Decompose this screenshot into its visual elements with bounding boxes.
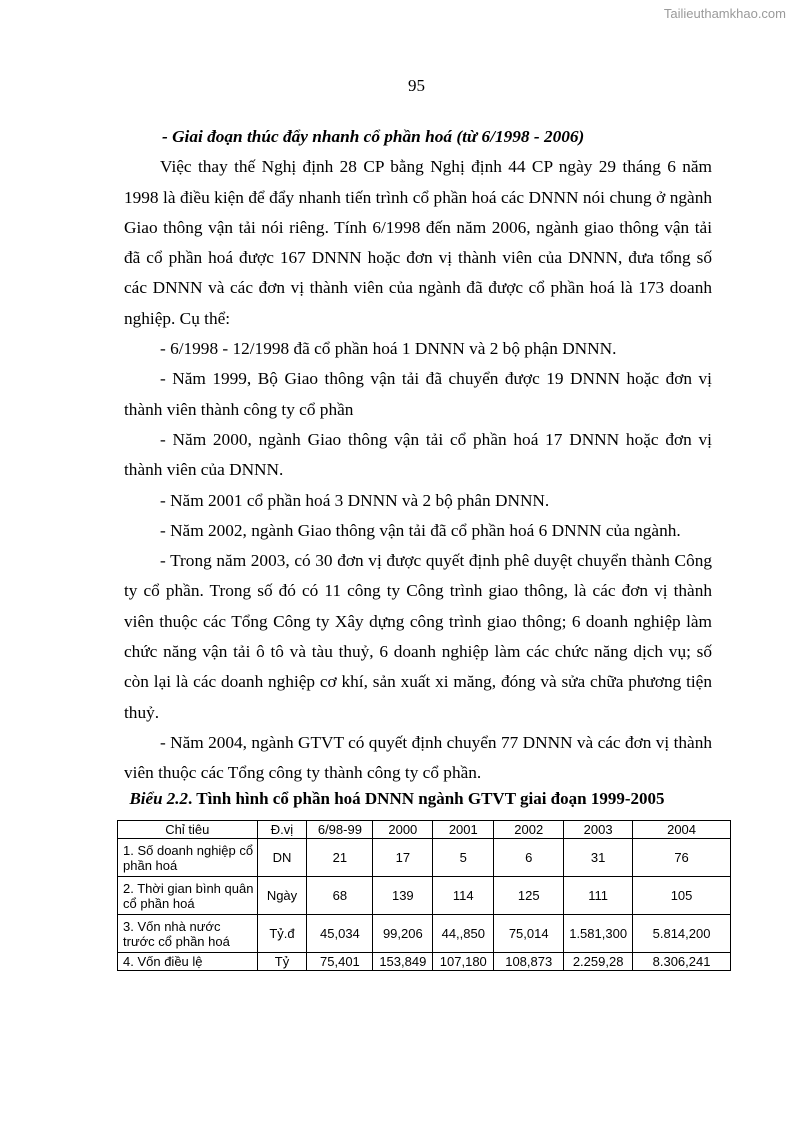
table-cell: 5.814,200 (633, 915, 731, 953)
column-header: Chỉ tiêu (118, 821, 258, 839)
table-header-row (118, 821, 731, 839)
paragraph: - Năm 2001 cổ phần hoá 3 DNNN và 2 bộ phân DNNN. (160, 490, 550, 510)
paragraph: - Năm 2000, ngành Giao thông vận tải cổ phần hoá 17 DNNN hoặc đơn vị thành viên của DNNN. (124, 429, 712, 480)
privatization-table (117, 820, 731, 971)
document-body (124, 122, 712, 789)
table-cell: 21 (307, 839, 373, 877)
watermark: Tailieuthamkhao.com (663, 6, 786, 21)
caption-text: . Tình hình cổ phần hoá DNNN ngành GTVT giai đoạn 1999-2005 (188, 789, 665, 808)
table-cell: DN (257, 839, 307, 877)
table-cell: 107,180 (433, 953, 494, 971)
table-cell: 153,849 (373, 953, 433, 971)
table-cell: 5 (433, 839, 494, 877)
table-cell: 105 (633, 877, 731, 915)
table-cell: 99,206 (373, 915, 433, 953)
table-caption (0, 789, 794, 809)
row-label: 4. Vốn điều lệ (118, 953, 258, 971)
column-header: 2000 (373, 821, 433, 839)
column-header: 2003 (564, 821, 633, 839)
table-row (118, 915, 731, 953)
column-header: 2001 (433, 821, 494, 839)
table-row (118, 953, 731, 971)
table-row (118, 877, 731, 915)
table-cell: 114 (433, 877, 494, 915)
table-cell: 2.259,28 (564, 953, 633, 971)
table-cell: 111 (564, 877, 633, 915)
table-cell: 6 (494, 839, 564, 877)
page-number: 95 (408, 76, 425, 95)
column-header: 2002 (494, 821, 564, 839)
row-label: 1. Số doanh nghiệp cổ phần hoá (118, 839, 258, 877)
section-heading: - Giai đoạn thúc đẩy nhanh cổ phần hoá (từ 6/1998 - 2006) (162, 127, 585, 146)
table-cell: 139 (373, 877, 433, 915)
table-cell: 45,034 (307, 915, 373, 953)
table-cell: 75,401 (307, 953, 373, 971)
table-cell: 8.306,241 (633, 953, 731, 971)
paragraph: - Năm 1999, Bộ Giao thông vận tải đã chuyển được 19 DNNN hoặc đơn vị thành viên thành công ty cổ phần (124, 369, 712, 419)
table-cell: 68 (307, 877, 373, 915)
table-row (118, 839, 731, 877)
table-cell: Tỷ.đ (257, 915, 307, 953)
table-cell: 17 (373, 839, 433, 877)
row-label: 2. Thời gian bình quân cổ phần hoá (118, 877, 258, 915)
row-label: 3. Vốn nhà nước trước cổ phần hoá (118, 915, 258, 953)
paragraph: - Trong năm 2003, có 30 đơn vị được quyết định phê duyệt chuyển thành Công ty cổ phần. Trong số đó có 11 công ty Công trình giao thông, là các đơn vị thành viên thuộc các Tổng Công ty Xây dựng công trình giao thông; 6 doanh nghiệp làm chức năng vận tải ô tô và tàu thuỷ, 6 doanh nghiệp làm các chức năng dịch vụ; số còn lại là các doanh nghiệp cơ khí, sản xuất xi măng, đóng và sửa chữa phương tiện thuỷ. (124, 551, 712, 722)
paragraph: - 6/1998 - 12/1998 đã cổ phần hoá 1 DNNN và 2 bộ phận DNNN. (160, 339, 617, 359)
table-cell: Tỷ (257, 953, 307, 971)
column-header: 2004 (633, 821, 731, 839)
table-cell: 108,873 (494, 953, 564, 971)
table-cell: 125 (494, 877, 564, 915)
table-cell: 76 (633, 839, 731, 877)
table-cell: Ngày (257, 877, 307, 915)
table-cell: 44,,850 (433, 915, 494, 953)
paragraph: - Năm 2002, ngành Giao thông vận tải đã cổ phần hoá 6 DNNN của ngành. (160, 520, 681, 540)
table-cell: 1.581,300 (564, 915, 633, 953)
caption-label: Biểu 2.2 (129, 789, 189, 808)
table-cell: 31 (564, 839, 633, 877)
column-header: Đ.vị (257, 821, 307, 839)
table-cell: 75,014 (494, 915, 564, 953)
column-header: 6/98-99 (307, 821, 373, 839)
paragraph: Việc thay thế Nghị định 28 CP bằng Nghị định 44 CP ngày 29 tháng 6 năm 1998 là điều kiện để đẩy nhanh tiến trình cổ phần hoá các DNNN nói chung ở ngành Giao thông vận tải nói riêng. Tính 6/1998 đến năm 2006, ngành giao thông vận tải đã cổ phần hoá được 167 DNNN hoặc đơn vị thành viên của DNNN, đưa tổng số các DNNN và các đơn vị thành viên của ngành đã được cổ phần hoá là 173 doanh nghiệp. Cụ thể: (124, 157, 712, 328)
paragraph: - Năm 2004, ngành GTVT có quyết định chuyển 77 DNNN và các đơn vị thành viên thuộc các Tổng công ty thành công ty cổ phần. (124, 732, 712, 783)
